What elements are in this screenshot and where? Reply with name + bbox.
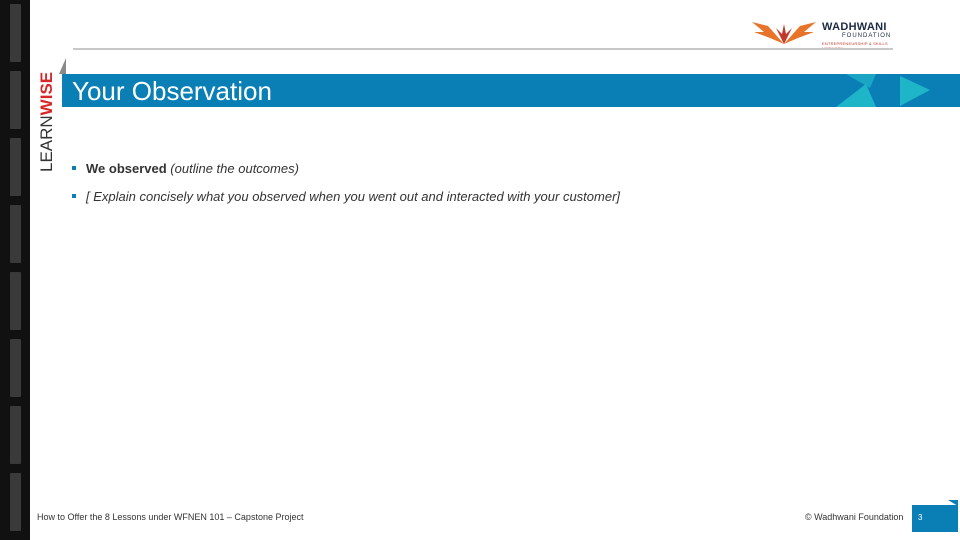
corner-triangle-decoration (59, 58, 66, 74)
filmstrip-hole (10, 473, 21, 531)
bullet-item (72, 183, 620, 211)
wadhwani-wings-icon (748, 20, 820, 46)
filmstrip-hole (10, 71, 21, 129)
brand-sub: FOUNDATION (842, 33, 892, 39)
wadhwani-logo (748, 20, 898, 50)
brand-name: WADHWANI (822, 21, 887, 33)
bullet-item (72, 155, 620, 183)
learnwise-logo (37, 72, 57, 172)
learnwise-logo-part-a: LEARN (37, 115, 56, 172)
filmstrip-decoration (0, 0, 30, 540)
filmstrip-hole (10, 138, 21, 196)
page-number: 3 (918, 513, 923, 522)
page-corner-decoration (948, 500, 958, 506)
slide-title: Your Observation (72, 76, 272, 106)
bullet-italic-text: (outline the outcomes) (166, 161, 299, 176)
footer-copyright: © Wadhwani Foundation (805, 512, 904, 522)
filmstrip-hole (10, 205, 21, 263)
learnwise-logo-part-b: WISE (37, 71, 56, 116)
footer-course-title: How to Offer the 8 Lessons under WFNEN 101 – Capstone Project (37, 512, 304, 522)
filmstrip-hole (10, 406, 21, 464)
bullet-icon (72, 194, 76, 198)
filmstrip-hole (10, 339, 21, 397)
bullet-list (72, 155, 620, 211)
filmstrip-hole (10, 272, 21, 330)
bullet-bold-text: We observed (86, 161, 167, 176)
filmstrip-hole (10, 4, 21, 62)
header-divider (73, 48, 893, 50)
brand-tagline: ENTREPRENEURSHIP & SKILLS (822, 41, 888, 46)
bullet-italic-text: [ Explain concisely what you observed when you went out and interacted with your customer] (86, 189, 621, 204)
bullet-icon (72, 166, 76, 170)
